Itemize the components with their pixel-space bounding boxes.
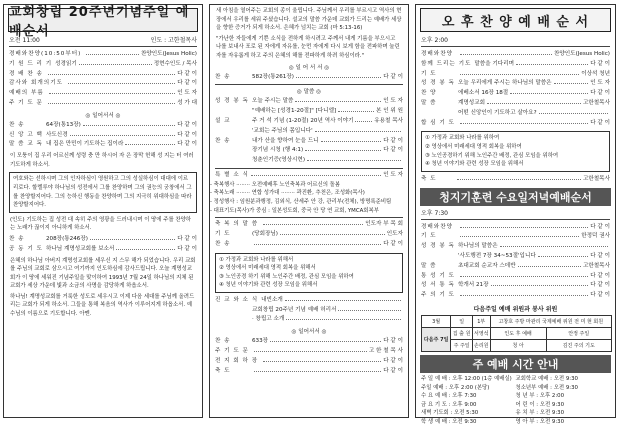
order-line	[215, 146, 403, 156]
order-leader: 다 같 이	[590, 252, 610, 259]
order-list	[210, 296, 408, 325]
order-leader: 다 같 이	[590, 90, 610, 97]
order-item: 교회창립 20주년 기념 예배 허리서	[252, 306, 337, 313]
order-item: 하나님 계명성교회를 보소서	[46, 245, 115, 252]
order-line	[215, 220, 403, 230]
order-label: 성 경 봉 독	[421, 243, 455, 250]
order-leader: 이상석 청년	[581, 70, 610, 77]
committee-table: 3월 일 1부 고창호 주방 마관리 국제예배 위원 전 미 현 회원 다음주 7일 집 출 원 서영석 인도 후 예배 안정 주일 주 주일 손리원 청 아 김진 주의 기도	[421, 315, 612, 352]
stand-marker: ◎ 일 어 서 서 ◎	[288, 64, 330, 71]
responsive-reading-box: 여호와는 선하시며 그의 인자하심이 영원하고 그의 성실하심이 대대에 이르리로다. 할렐루야 하나님의 성전에서 그를 찬양하며 그의 권능의 궁창에서 그를 찬양할지어다. 그의 능하신 행동을 찬양하며 그의 지극히 위대하심을 따라 찬양할지어다.	[9, 172, 197, 212]
order-label: 찬 송	[215, 338, 231, 345]
text-line: ② 영상에서 미래세대 영적 회복을 위해서	[219, 265, 316, 272]
order-line	[9, 245, 197, 255]
order-item: 주 거 석 기념 (1-20절) 20년 역사 이야기	[252, 117, 354, 124]
order-line	[421, 119, 610, 129]
scripture-quote: "가난한 자들에게 기쁜 소식을 전하게 하시려고 주께서 내게 기름을 부으시고 나를 보내사 포로 된 자에게 자유를, 눈먼 자에게 다시 보게 함을 전파하며 눌린 자를 자유롭게 하고 주의 은혜의 해를 전파하게 하려 하심이라."	[216, 35, 400, 59]
order-item: '교회는 주님의 몸입니다'	[252, 127, 313, 134]
order-item: "예배하는 [성경1-20절]" [다니엘]	[252, 108, 337, 115]
order-line	[215, 127, 403, 137]
order-line	[421, 99, 610, 109]
order-label: 축 도	[215, 367, 231, 374]
order-label: 합 심 기 도	[421, 119, 455, 126]
order-leader: 찬양인도(Jesus Holic)	[140, 51, 197, 57]
order-label: 함께 드리는 기도	[421, 60, 472, 67]
order-leader: 유용철 목사	[374, 117, 403, 124]
order-leader: 다 같 이	[383, 137, 403, 144]
order-line	[215, 107, 403, 117]
order-label: 찬 송	[215, 240, 231, 247]
text-line: - 대표기도(목사)가 중심 : 일본성도회, 중국 안 당 연 교회, YMCA회복부	[210, 207, 379, 214]
text-line: - 정성행사 : 임원분과행정, 김외식, 산세주 안 강, 관리부(전체), 방명록준비팀	[210, 198, 392, 205]
wednesday-service-time: 오후 7:30	[421, 209, 448, 217]
order-label: 통 성 기 도	[421, 272, 455, 279]
order-leader: 본 인 위 원	[376, 108, 403, 115]
order-label: 성 경 봉 독	[215, 98, 249, 105]
order-item: 말씀을 기다리며	[474, 60, 514, 67]
common-prayer-text-2: 하나님! 계명성교회를 거룩한 성도로 세우시고 이제 다음 세대를 주님께 올려드리는 교회가 되게 하소서. 그들을 통해 복음의 역사가 이루어지게 하옵소서. 예수님의 이름으로 기도합니다. 아멘.	[10, 293, 195, 318]
order-list	[210, 97, 408, 166]
order-item: 청춘인기증(영상시현)	[252, 157, 305, 164]
text-line: ① 가정과 교회와 나라를 위하여	[425, 135, 500, 142]
order-line	[215, 347, 403, 357]
order-line	[421, 281, 610, 291]
order-leader: 성 가 대	[177, 99, 197, 106]
prayer-topics-box	[215, 253, 403, 293]
stand-marker: ◎ 일어서서 ◎	[85, 112, 121, 119]
morning-service-title: 교회창립 20주년기념주일 예배순서	[8, 8, 198, 32]
text-line: 주일 예배 : 오후 2:00 (본당)	[421, 384, 490, 391]
order-label: 축 복 의 말 씀	[215, 221, 259, 228]
order-leader: 다 같 이	[177, 141, 197, 148]
order-line	[9, 140, 197, 150]
text-line: ① 가정과 교회와 나라를 위해서	[219, 256, 294, 263]
order-line	[421, 109, 610, 119]
order-leader: 다 같 이	[590, 272, 610, 279]
morning-service-time: 오전 11:00	[9, 37, 40, 44]
order-item: (당회장님)	[252, 230, 278, 237]
text-line: ④ 청년 이야기와 관련 성장 모임을 위해서	[219, 282, 318, 289]
order-label: 예배의 부름	[9, 90, 44, 97]
order-item: 장기념 시청 (행 4:1)	[252, 147, 304, 154]
order-label: 경 배 찬 송	[9, 70, 43, 77]
order-leader: 고 한 철 목 사	[368, 348, 403, 355]
order-item: 208장(통246장)	[46, 235, 88, 242]
responsive-reading: 이 모퉁이 집 우리 어르신께 성령 충 만 하시어 자 은 장막 헌해 성 지는 터 여러 기도하게 하소서.	[10, 153, 194, 168]
order-line	[215, 156, 403, 166]
order-line	[421, 89, 610, 99]
text-line: - 축복노래 ········ 연합 성가대 ········ 곽진환, 추천은, 조성화(목사)	[210, 190, 365, 197]
order-label: 감사와 회개의기도	[9, 80, 64, 87]
order-line	[215, 315, 403, 325]
text-line: 교회학교 예배 : 오전 9:30	[515, 375, 578, 382]
order-line	[9, 60, 197, 70]
order-line	[421, 242, 610, 252]
order-label: 말 씀 교 독	[9, 141, 43, 148]
order-line	[421, 232, 610, 242]
order-leader: 다 같 이	[590, 223, 610, 230]
sermon-marker: ◎ 말씀 ◎	[296, 89, 322, 96]
order-line	[215, 337, 403, 347]
order-item: 성경읽기	[55, 60, 77, 67]
order-label: 경배와찬양	[421, 51, 454, 57]
order-line	[9, 121, 197, 131]
schedule-grid	[421, 375, 610, 426]
intro-text: 새 아침을 열어주는 교회의 종이 울립니다. 주님께서 우리를 부르시고 역사의 현장에서 우리를 세워 주셨습니다. 설교의 말씀 가운데 교회가 드리는 예배가 세상을 향한 증거가 되게 하소서. 은혜가 넘치는 교회 (마 5:13-16)	[216, 8, 402, 32]
order-label: 신 앙 고 백	[9, 131, 43, 138]
order-label: 성 경 봉 독	[421, 80, 455, 87]
order-item: 초대교회 순교자 스데반	[458, 262, 516, 269]
order-item: · 창립고 소개	[252, 316, 285, 323]
news-list	[210, 181, 408, 215]
order-label: 주 기 도 문	[9, 99, 43, 106]
order-label: 공 동 기 도	[9, 245, 43, 252]
wednesday-service-info	[421, 208, 610, 220]
order-line	[215, 357, 403, 367]
order-label: 기 도	[215, 230, 231, 237]
order-leader: 다 같 이	[590, 282, 610, 289]
order-line	[421, 291, 610, 301]
text-line: 새벽 기도회 : 오전 5:30	[421, 410, 479, 417]
order-line	[421, 272, 610, 282]
order-leader: 다 같 이	[383, 338, 403, 345]
stand-marker: ◎ 일어서서 ◎	[291, 329, 327, 336]
order-line	[9, 235, 197, 245]
order-line	[421, 223, 610, 233]
news-heading: 특 별 소 식 인 도 자	[215, 171, 403, 178]
order-label: 기 도	[421, 70, 437, 77]
prayer-topics-box	[421, 131, 610, 171]
order-item: 64장(통13장)	[46, 121, 81, 128]
order-item: 학개서 21장	[458, 282, 489, 289]
order-item: 계명성교회	[458, 99, 486, 106]
order-leader: 다 같 이	[177, 235, 197, 242]
order-line	[215, 117, 403, 127]
text-line: - 축복행사 ········ 오전예배후 노인축복과 어르신의 돌봄	[210, 181, 341, 188]
order-label: 설 교	[215, 117, 231, 124]
order-label: 말 씀	[421, 99, 437, 106]
order-line	[421, 50, 610, 60]
committee-title: 다음주일 예배 위원과 봉사 위원	[473, 305, 558, 313]
order-leader: 고한철목사	[582, 99, 610, 106]
order-label: 주 기 도 문	[215, 348, 249, 355]
text-line: 유 치 부 : 오전 9:30	[515, 410, 565, 417]
schedule-title: 주 예배 시간 안내	[420, 355, 611, 373]
order-leader: 인 도 자	[383, 98, 403, 105]
order-label: 기 도	[421, 233, 437, 240]
order-leader: 정현수인도 / 목사	[153, 60, 197, 67]
order-label: 전 지 회 하 장	[215, 357, 259, 364]
wednesday-service-title: 청지기훈련 수요일저녁예배순서	[420, 188, 611, 206]
text-line: 청 년 부 : 오후 2:00	[515, 393, 565, 400]
order-leader: 다 같 이	[177, 80, 197, 87]
order-label: 찬 송	[9, 235, 25, 242]
order-line	[215, 97, 403, 107]
order-item: 내가 산을 향하여 눈을 드니	[252, 137, 319, 144]
morning-service-leader: 인도 : 고한철목사	[150, 37, 197, 44]
order-label: 찬 송	[9, 121, 25, 128]
order-list	[4, 235, 202, 255]
common-prayer-text: 은혜의 하나님 아버지 계명성교회를 세우신 지 스무 해가 되었습니다. 우리 교회를 주님의 교회로 삼으시고 여기까지 인도하심에 감사드립니다. 오늘 계명성교회가 이 땅에 세워진 기념주일을 맞이하여 1993년 7월 24일 하나님의 지체 된 교회가 세상 가운데 빛과 소금의 사명을 감당하게 하옵소서.	[10, 257, 196, 290]
afternoon-service-time: 오후 2:00	[421, 37, 448, 44]
order-item: 내 집은 만민이 기도하는 집이라	[46, 141, 124, 148]
text-line: ④ 청년 이야기와 관련 성장 모임을 위해서	[425, 161, 524, 168]
order-label: 경배와찬양(10:50부터)	[9, 51, 82, 57]
order-leader: 다 같 이	[383, 240, 403, 247]
order-line	[215, 240, 403, 250]
text-line: ③ 노인공경하기 위해 노인주간 배정, 관심 모임을 위하여	[425, 152, 559, 159]
order-label: 주 의 기 도	[421, 292, 455, 299]
order-leader: 다 같 이	[590, 119, 610, 126]
text-line: 금 요 기 도 : 오후 9:00	[421, 401, 477, 408]
text-line: 어 린 이 : 오전 9:30	[515, 401, 565, 408]
order-line	[9, 50, 197, 60]
order-item: '사도행전 7장 34~53절'입니다	[458, 252, 536, 259]
text-line: 주 일 예 배 : 오후 12:00 (1층 예배실)	[421, 375, 512, 382]
order-leader: 한정덕 권사	[581, 233, 610, 240]
order-leader: 인 도 자	[590, 80, 610, 87]
schedule-left	[421, 375, 516, 426]
text-line: 영 아 부 : 오전 9:30	[515, 418, 565, 425]
afternoon-service-title: 오 후 찬 양 예 배 순 서	[420, 8, 611, 32]
order-line	[421, 252, 610, 262]
order-label: 경배와찬양	[421, 223, 454, 230]
order-line	[215, 137, 403, 147]
order-leader: 고한철목사	[582, 262, 610, 269]
order-label: 찬 양	[421, 90, 437, 97]
order-line	[215, 230, 403, 240]
order-line	[421, 79, 610, 89]
order-item: 내빈소개	[261, 296, 283, 303]
order-line	[215, 296, 403, 306]
order-leader: 인도자	[386, 230, 403, 237]
order-label: 성 서 통 독	[421, 282, 455, 289]
order-line	[421, 60, 610, 70]
order-leader: 다 같 이	[177, 131, 197, 138]
order-line	[421, 70, 610, 80]
order-item: 하나님의 말씀은	[458, 243, 498, 250]
order-line	[215, 306, 403, 316]
order-list	[210, 337, 408, 376]
responsive-reading-end: (인도) 기도하는 집 성전 대 속히 주의 영광을 드러내시며 이 땅에 주를 찬양하는 노래가 끊이지 아니하게 하소서.	[10, 216, 191, 232]
order-leader: 다 같 이	[177, 121, 197, 128]
schedule-right	[516, 375, 611, 426]
order-leader: 인 도 자	[177, 90, 197, 97]
order-leader: 다 같 이	[590, 292, 610, 299]
order-leader: 다 같 이	[177, 70, 197, 77]
order-leader: 다 같 이	[177, 245, 197, 252]
benediction-line: 축 도 고한철목사	[421, 175, 610, 182]
text-line: 학 생 예 배 : 오전 9:30	[421, 418, 477, 425]
order-line	[421, 262, 610, 272]
text-line: 청소년부 예배 : 오전 9:30	[515, 384, 578, 391]
order-item: 오늘 주시는 말씀	[252, 98, 294, 105]
order-line	[9, 131, 197, 141]
order-label: 진 교 와 소 식	[215, 296, 259, 303]
order-list	[416, 223, 615, 301]
morning-service-column	[3, 4, 203, 418]
text-line: 수 요 예 배 : 오후 7:30	[421, 393, 477, 400]
order-item: 오늘 우리에게 주시는 하나님의 말씀은	[458, 80, 552, 87]
order-leader: 찬양인도(Jesus Holic)	[553, 51, 610, 57]
text-line: ② 영상에서 미래세대 영적 회복을 위하여	[425, 143, 522, 150]
order-line	[9, 79, 197, 89]
order-item: 633장	[252, 338, 269, 345]
order-item: 어떤 신앙인이 기도하고 살아요?	[458, 109, 537, 116]
order-line	[9, 70, 197, 80]
order-list	[4, 121, 202, 150]
order-item: 에베소서 16장 18절	[458, 90, 509, 97]
order-leader: 다 같 이	[383, 367, 403, 374]
order-leader: 다 같 이	[383, 357, 403, 364]
order-leader: 다 같 이	[590, 60, 610, 67]
afternoon-service-info	[421, 35, 610, 47]
order-label: 기 원 드 리 기	[9, 60, 53, 67]
order-line	[9, 99, 197, 109]
text-line: ③ 노인공경 하기 위해 노인주간 배정, 관심 모임을 위하여	[219, 273, 354, 280]
order-list	[210, 220, 408, 249]
order-label: 말 씀	[421, 262, 437, 269]
order-item: 사도신경	[46, 131, 68, 138]
sermon-column	[209, 4, 409, 418]
afternoon-service-column	[415, 4, 616, 425]
order-label: 찬 송	[215, 137, 231, 144]
order-line	[9, 89, 197, 99]
order-line	[215, 367, 403, 377]
order-leader: 다 같 이	[383, 147, 403, 154]
order-list	[4, 50, 202, 109]
order-line: 찬 송 582장(통261장) 다 같 이	[215, 73, 403, 80]
order-leader: 인도자 부 목 회	[365, 221, 403, 228]
order-list	[416, 50, 615, 128]
